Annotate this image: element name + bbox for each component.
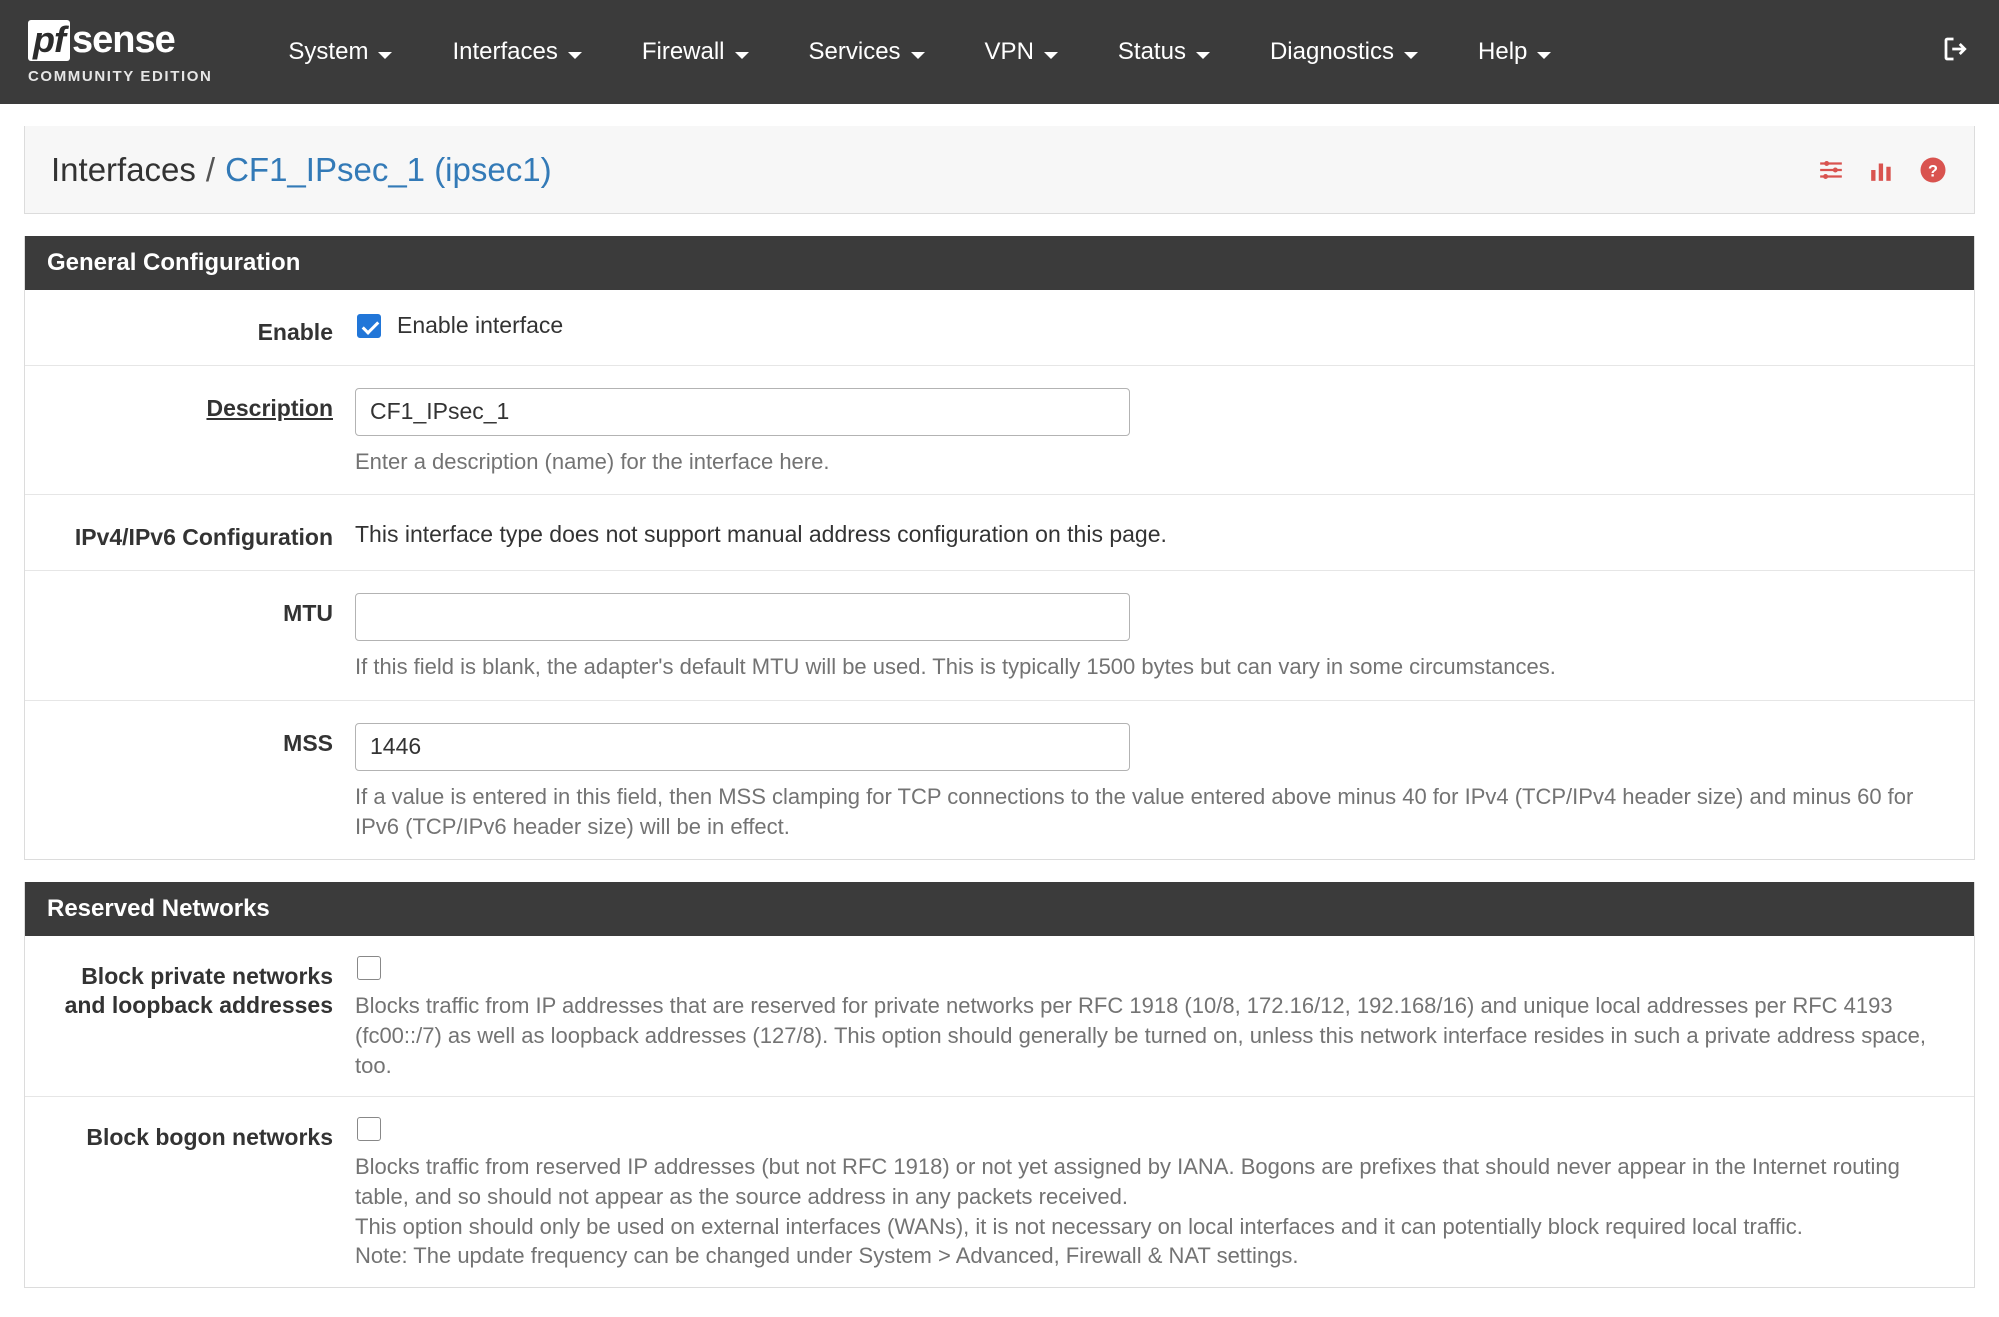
form-row-description: [25, 366, 1974, 496]
brand-sense-text: sense: [71, 19, 175, 61]
breadcrumb-root[interactable]: Interfaces: [51, 150, 196, 188]
block-private-help: Blocks traffic from IP addresses that are reserved for private networks per RFC 1918 (10/8, 172.16/12, 192.168/16) and unique local addresses per RFC 4193 (fc00::/7) as well as loopback addresses (127/8). This option should generally be turned on, unless this network interface resides in such a private address space, too.: [355, 993, 1927, 1078]
block-private-label-line1: Block private networks: [81, 963, 333, 990]
nav-item-services[interactable]: [779, 0, 955, 104]
description-help: Enter a description (name) for the interface here.: [355, 448, 830, 474]
mtu-control: [355, 593, 1974, 682]
caret-down-icon: [1196, 52, 1210, 59]
brand-edition-text: COMMUNITY EDITION: [28, 67, 213, 85]
breadcrumb-icons: [1816, 155, 1948, 185]
mtu-help: If this field is blank, the adapter's default MTU will be used. This is typically 1500 bytes but can vary in some circumstances.: [355, 654, 1556, 680]
ip-configuration-text: This interface type does not support manual address configuration on this page.: [355, 521, 1167, 548]
brand-logo-text: [28, 20, 212, 61]
nav-item-vpn[interactable]: [955, 0, 1088, 104]
reserved-networks-heading: Reserved Networks: [25, 882, 1974, 936]
mtu-label: MTU: [283, 600, 333, 627]
block-bogon-help-line1: Blocks traffic from reserved IP addresses (but not RFC 1918) or not yet assigned by IANA. Bogons are prefixes that should never appear in the Internet routing table, and so should not appear as the source address in any packets received.: [355, 1154, 1900, 1209]
block-bogon-check-line: [355, 1117, 1948, 1141]
reserved-networks-panel: [24, 882, 1975, 1288]
enable-interface-checkbox[interactable]: [357, 314, 381, 338]
nav-item-help[interactable]: [1448, 0, 1581, 104]
enable-interface-checkbox-label[interactable]: Enable interface: [397, 312, 564, 338]
breadcrumb-current[interactable]: CF1_IPsec_1 (ipsec1): [225, 150, 552, 188]
block-bogon-help-line3: Note: The update frequency can be changed under System > Advanced, Firewall & NAT settings.: [355, 1243, 1299, 1269]
form-row-block-private: [25, 936, 1974, 1097]
caret-down-icon: [1044, 52, 1058, 59]
nav-item-diagnostics[interactable]: [1240, 0, 1448, 104]
caret-down-icon: [911, 52, 925, 59]
nav-item-label: Status: [1117, 38, 1186, 65]
general-configuration-heading: General Configuration: [25, 236, 1974, 290]
block-bogon-control: [355, 1117, 1974, 1271]
breadcrumb-bar: [24, 126, 1975, 214]
page-content: [0, 126, 1999, 1288]
caret-down-icon: [1404, 52, 1418, 59]
block-private-networks-checkbox[interactable]: [357, 956, 381, 980]
block-private-check-line: [355, 956, 1948, 980]
block-bogon-help-line2: This option should only be used on external interfaces (WANs), it is not necessary on local interfaces and it can potentially block required local traffic.: [355, 1213, 1803, 1239]
mss-control: [355, 723, 1974, 841]
nav-item-label: Interfaces: [452, 38, 558, 65]
caret-down-icon: [568, 52, 582, 59]
description-control: [355, 388, 1974, 477]
block-bogon-networks-checkbox[interactable]: [357, 1117, 381, 1141]
ip-configuration-label: IPv4/IPv6 Configuration: [74, 524, 333, 551]
enable-control: [355, 312, 1974, 347]
nav-item-label: Diagnostics: [1269, 38, 1395, 65]
navbar-right: [1941, 34, 1971, 70]
nav-item-label: Help: [1478, 38, 1528, 65]
svg-text:?: ?: [1928, 161, 1938, 180]
caret-down-icon: [378, 52, 392, 59]
chart-icon[interactable]: [1868, 157, 1896, 183]
mss-help: If a value is entered in this field, then MSS clamping for TCP connections to the value entered above minus 40 for IPv4 (TCP/IPv4 header size) and minus 60 for IPv6 (TCP/IPv6 header size) will be in effect.: [355, 783, 1914, 839]
block-private-control: [355, 956, 1974, 1080]
nav-item-interfaces[interactable]: [422, 0, 611, 104]
brand-logo[interactable]: [28, 20, 212, 85]
mtu-input[interactable]: [355, 593, 1130, 641]
nav-item-label: VPN: [984, 38, 1034, 65]
block-bogon-label: Block bogon networks: [86, 1124, 333, 1151]
nav-menu: [258, 0, 1581, 104]
form-row-mtu: [25, 571, 1974, 701]
nav-item-label: Services: [808, 38, 901, 65]
form-row-ip-configuration: [25, 495, 1974, 571]
caret-down-icon: [1537, 52, 1551, 59]
sliders-icon[interactable]: [1816, 157, 1846, 183]
breadcrumb: [51, 151, 552, 189]
nav-item-system[interactable]: [258, 0, 422, 104]
nav-item-status[interactable]: [1088, 0, 1240, 104]
ip-configuration-control: [355, 517, 1974, 552]
top-navbar: [0, 0, 1999, 104]
mss-input[interactable]: [355, 723, 1130, 771]
form-row-enable: [25, 290, 1974, 366]
caret-down-icon: [735, 52, 749, 59]
form-row-block-bogon: [25, 1097, 1974, 1287]
nav-item-firewall[interactable]: [612, 0, 779, 104]
nav-item-label: Firewall: [641, 38, 725, 65]
description-input[interactable]: [355, 388, 1130, 436]
enable-label: Enable: [257, 319, 333, 345]
logout-icon[interactable]: [1941, 34, 1971, 70]
enable-check-line: [355, 312, 1948, 339]
brand-pf-mark: pf: [28, 20, 70, 61]
block-private-label-line2: and loopback addresses: [64, 992, 333, 1018]
breadcrumb-separator: /: [205, 150, 216, 188]
general-configuration-panel: [24, 236, 1975, 860]
form-row-mss: [25, 701, 1974, 859]
nav-item-label: System: [288, 38, 369, 65]
description-label[interactable]: Description: [206, 394, 333, 421]
block-private-label: [25, 956, 355, 1080]
help-circle-icon[interactable]: [1918, 155, 1948, 185]
mss-label: MSS: [283, 729, 333, 756]
